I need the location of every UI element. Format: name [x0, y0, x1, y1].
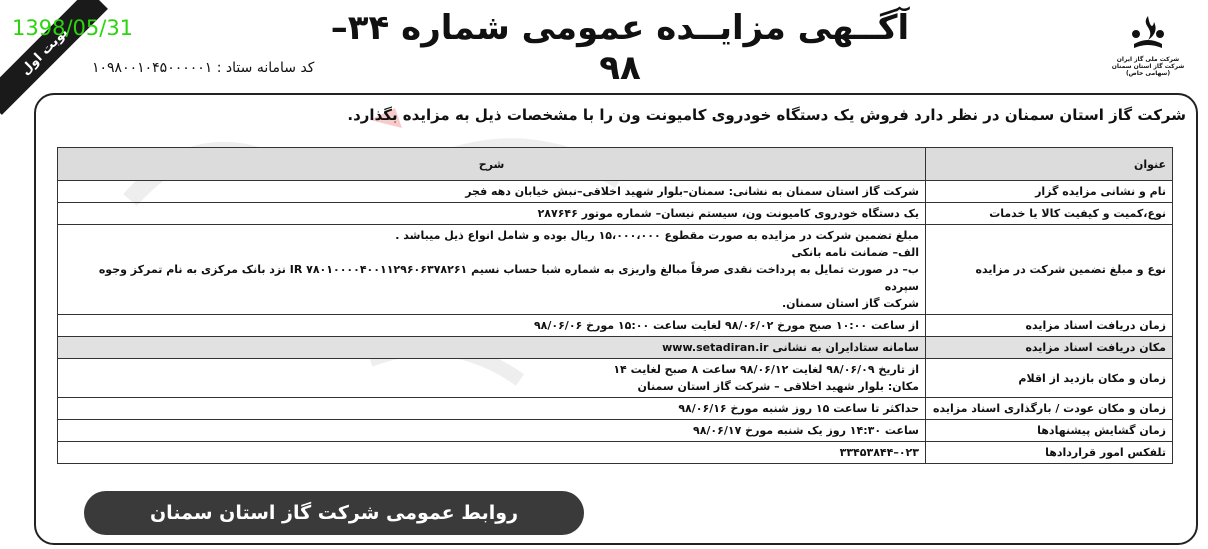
footer-banner: روابط عمومی شرکت گاز استان سمنان: [84, 491, 584, 535]
table-row: [58, 442, 1173, 464]
table-row: [58, 203, 1173, 225]
header-title: عنوان: [926, 148, 1173, 181]
row-desc-line: از تاریخ ۹۸/۰۶/۰۹ لغایت ۹۸/۰۶/۱۲ ساعت ۸ صبح لغایت ۱۴: [613, 363, 919, 376]
row-title: زمان و مکان عودت / بارگذاری اسناد مزایده: [926, 398, 1173, 420]
row-desc-line: از ساعت ۱۰:۰۰ صبح مورخ ۹۸/۰۶/۰۲ لغایت ساعت ۱۵:۰۰ مورخ ۹۸/۰۶/۰۶: [533, 319, 919, 332]
setad-code: کد سامانه ستاد : ۱۰۹۸۰۰۱۰۴۵۰۰۰۰۰۱: [92, 60, 315, 76]
auction-table: [57, 147, 1173, 464]
row-desc-line: مکان: بلوار شهید اخلاقی – شرکت گاز استان سمنان: [637, 380, 919, 393]
row-desc-line: شرکت گاز استان سمنان.: [781, 297, 919, 310]
row-desc-line: ب– در صورت تمایل به پرداخت نقدی صرفاً مبالغ واریزی به شماره شبا حساب نسیم IR ۷۸۰۱۰۰۰۰۴۰۰۱۱۲۹۶۰۶۳۷۸۲۶۱ نزد بانک مرکزی به نام تمرکز وجوه سپرده: [98, 263, 919, 293]
row-desc-line: یک دستگاه خودروی کامیونت ون، سیستم نیسان– شماره موتور ۲۸۷۶۴۶: [537, 207, 919, 220]
row-title: نوع و مبلغ تضمین شرکت در مزایده: [926, 225, 1173, 315]
table-row: [58, 420, 1173, 442]
table-row: [58, 337, 1173, 359]
row-title: زمان و مکان بازدید از اقلام: [926, 359, 1173, 398]
row-desc-line: سامانه ستادایران به نشانی www.setadiran.ir: [662, 341, 919, 354]
logo-line-3: (سهامی خاص): [1125, 70, 1171, 77]
row-desc: [58, 420, 926, 442]
row-desc-line: الف– ضمانت نامه بانکی: [791, 246, 919, 259]
page-title: آگــهی مزایــده عمومی شماره ۳۴–۹۸: [330, 8, 910, 88]
logo-line-2: شرکت گاز استان سمنان: [1111, 63, 1185, 70]
publish-date: 1398/05/31: [12, 16, 134, 40]
row-desc: [58, 181, 926, 203]
first-notice-ribbon: نوبت اول: [0, 0, 108, 115]
row-title: زمان گشایش پیشنهادها: [926, 420, 1173, 442]
logo-line-1: شرکت ملی گاز ایران: [1116, 56, 1180, 63]
row-desc: [58, 225, 926, 315]
row-title: نام و نشانی مزایده گزار: [926, 181, 1173, 203]
table-row: [58, 398, 1173, 420]
table-row: [58, 315, 1173, 337]
row-desc-line: ۰۲۳–۳۳۴۵۳۸۴۴: [839, 446, 919, 459]
table-body: [58, 181, 1173, 464]
row-desc: [58, 442, 926, 464]
row-desc-line: حداکثر تا ساعت ۱۵ روز شنبه مورخ ۹۸/۰۶/۱۶: [678, 402, 919, 415]
flame-icon: [1126, 14, 1170, 52]
row-desc: [58, 398, 926, 420]
table-header: [58, 148, 1173, 181]
row-desc: [58, 359, 926, 398]
row-desc-line: شرکت گاز استان سمنان به نشانی: سمنان–بلوار شهید اخلاقی–نبش خیابان دهه فجر: [465, 185, 919, 198]
table-row: [58, 181, 1173, 203]
row-title: نوع،کمیت و کیفیت کالا یا خدمات: [926, 203, 1173, 225]
header-desc: شرح: [58, 148, 926, 181]
intro-text: شرکت گاز استان سمنان در نظر دارد فروش یک دستگاه خودروی کامیونت ون را با مشخصات ذیل به مزایده بگذارد.: [347, 106, 1186, 124]
row-desc-line: ساعت ۱۴:۳۰ روز یک شنبه مورخ ۹۸/۰۶/۱۷: [692, 424, 919, 437]
row-title: مکان دریافت اسناد مزایده: [926, 337, 1173, 359]
row-title: تلفکس امور قراردادها: [926, 442, 1173, 464]
row-desc: [58, 337, 926, 359]
row-desc: [58, 203, 926, 225]
company-logo: [1108, 14, 1188, 90]
row-desc-line: مبلغ تضمین شرکت در مزایده به صورت مقطوع ۱۵،۰۰۰،۰۰۰ ریال بوده و شامل انواع ذیل میباشد .: [395, 229, 919, 242]
table-row: [58, 359, 1173, 398]
row-desc: [58, 315, 926, 337]
row-title: زمان دریافت اسناد مزایده: [926, 315, 1173, 337]
table-row: [58, 225, 1173, 315]
